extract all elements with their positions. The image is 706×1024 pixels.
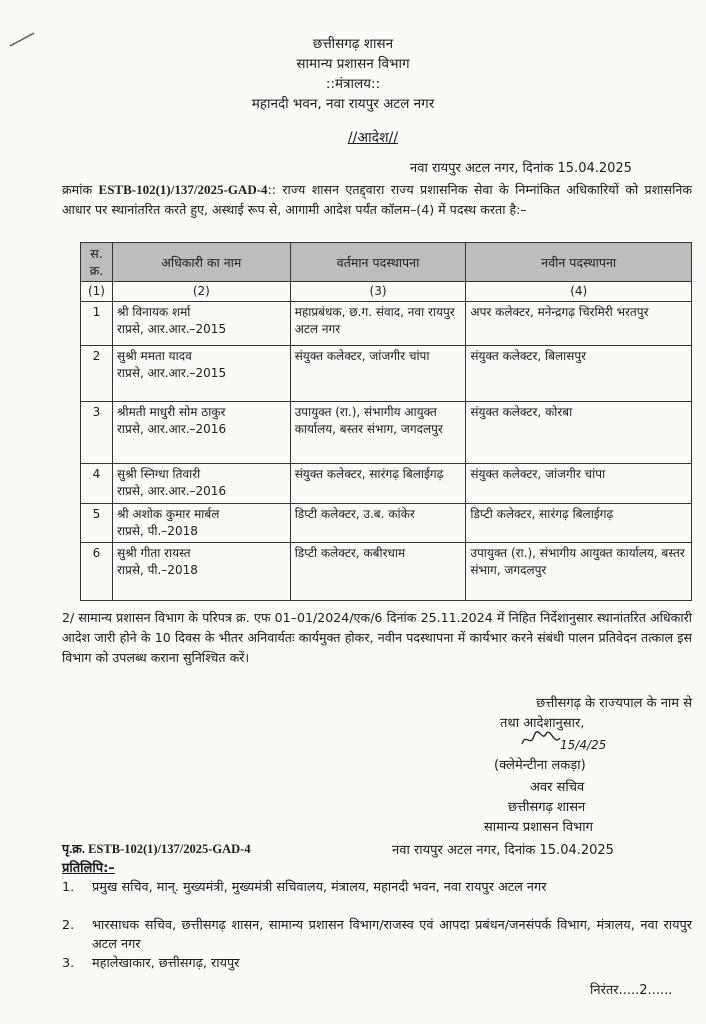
table-row (81, 464, 692, 504)
row-sno: 2 (81, 346, 113, 402)
row-current-posting: संयुक्त कलेक्टर, जांजगीर चांपा (290, 346, 466, 402)
table-row (81, 346, 692, 402)
transfer-table (80, 242, 692, 601)
continued-marker: निरंतर.....2...... (590, 983, 673, 998)
row-officer: श्री अशोक कुमार मार्बल राप्रसे, पी.–2018 (112, 504, 290, 543)
row-officer: सुश्री गीता रायस्त राप्रसे, पी.–2018 (112, 543, 290, 601)
col-header-sno: स. क्र. (81, 243, 113, 282)
row-sno: 3 (81, 402, 113, 464)
row-new-posting: डिप्टी कलेक्टर, सारंगढ़ बिलाईगढ़ (466, 504, 692, 543)
row-officer: सुश्री ममता यादव राप्रसे, आर.आर.–2015 (112, 346, 290, 402)
copy-list-item: 1. प्रमुख सचिव, मान्. मुख्यमंत्री, मुख्यमंत्री सचिवालय, मंत्रालय, महानदी भवन, नवा रायपुर अटल नगर (62, 880, 547, 895)
index-cell: (2) (112, 282, 290, 302)
row-current-posting: संयुक्त कलेक्टर, सारंगढ़ बिलाईगढ़ (290, 464, 466, 504)
header-government: छत्तीसगढ़ शासन (312, 36, 394, 52)
row-current-posting: डिप्टी कलेक्टर, कबीरधाम (290, 543, 466, 601)
signature-date: 15/4/25 (560, 738, 607, 752)
row-sno: 1 (81, 302, 113, 346)
row-sno: 4 (81, 464, 113, 504)
copy-list-item: 2. भारसाधक सचिव, छत्तीसगढ़ शासन, सामान्य प्रशासन विभाग/राजस्व एवं आपदा प्रबंधन/जनसंपर्क विभाग, मंत्रालय, नवा रायपुर अटल नगर (62, 918, 692, 952)
row-new-posting: संयुक्त कलेक्टर, बिलासपुर (466, 346, 692, 402)
endorsement-place-date: नवा रायपुर अटल नगर, दिनांक 15.04.2025 (392, 843, 614, 858)
endorsement-ref: पृ.क्र. ESTB-102(1)/137/2025-GAD-4 (62, 842, 251, 856)
row-sno: 6 (81, 543, 113, 601)
col-header-name: अधिकारी का नाम (112, 243, 290, 282)
row-new-posting: संयुक्त कलेक्टर, कोरबा (466, 402, 692, 464)
order-place-date: नवा रायपुर अटल नगर, दिनांक 15.04.2025 (410, 161, 632, 176)
signature-authority: छत्तीसगढ़ के राज्यपाल के नाम से (536, 696, 692, 711)
compliance-paragraph: 2/ सामान्य प्रशासन विभाग के परिपत्र क्र. एफ 01–01/2024/एक/6 दिनांक 25.11.2024 में निहित निर्देशानुसार स्थानांतरित अधिकारी आदेश जारी होने के 10 दिवस के भीतर अनिवार्यतः कार्यमुक्त होकर, नवीन पदस्थापना में कार्यभार करने संबंधी पालन प्रतिवेदन तत्काल इस विभाग को उपलब्ध कराना सुनिश्चित करें। (62, 610, 692, 665)
order-title: //आदेश// (347, 130, 399, 146)
row-new-posting: अपर कलेक्टर, मनेन्द्रगढ़ चिरमिरी भरतपुर (466, 302, 692, 346)
signatory-name: (क्लेमेन्टीना लकड़ा) (494, 758, 586, 773)
table-row (81, 543, 692, 601)
header-ministry: ::मंत्रालय:: (325, 76, 381, 92)
index-cell: (3) (290, 282, 466, 302)
table-row (81, 402, 692, 464)
table-row (81, 302, 692, 346)
copy-list-item: 3. महालेखाकार, छत्तीसगढ़, रायपुर (62, 956, 240, 971)
table-index-row (81, 282, 692, 302)
row-current-posting: महाप्रबंधक, छ.ग. संवाद, नवा रायपुर अटल नगर (290, 302, 466, 346)
index-cell: (1) (81, 282, 113, 302)
row-officer: श्री विनायक शर्मा राप्रसे, आर.आर.–2015 (112, 302, 290, 346)
signatory-department: सामान्य प्रशासन विभाग (484, 820, 593, 835)
table-row (81, 504, 692, 543)
row-current-posting: उपायुक्त (रा.), संभागीय आयुक्त कार्यालय, बस्तर संभाग, जगदलपुर (290, 402, 466, 464)
signatory-government: छत्तीसगढ़ शासन (508, 800, 586, 815)
row-new-posting: संयुक्त कलेक्टर, जांजगीर चांपा (466, 464, 692, 504)
col-header-current: वर्तमान पदस्थापना (290, 243, 466, 282)
signature-order-line: तथा आदेशानुसार, (500, 716, 585, 731)
index-cell: (4) (466, 282, 692, 302)
row-officer: सुश्री स्निग्धा तिवारी राप्रसे, आर.आर.–2016 (112, 464, 290, 504)
row-officer: श्रीमती माधुरी सोम ठाकुर राप्रसे, आर.आर.–2016 (112, 402, 290, 464)
table-header-row (81, 243, 692, 282)
header-address: महानदी भवन, नवा रायपुर अटल नगर (251, 96, 435, 112)
header-department: सामान्य प्रशासन विभाग (296, 56, 410, 72)
signatory-designation: अवर सचिव (530, 780, 585, 795)
row-new-posting: उपायुक्त (रा.), संभागीय आयुक्त कार्यालय, बस्तर संभाग, जगदलपुर (466, 543, 692, 601)
copy-to-label: प्रतिलिपि:– (62, 861, 115, 876)
col-header-new: नवीन पदस्थापना (466, 243, 692, 282)
order-intro: क्रमांक ESTB-102(1)/137/2025-GAD-4:: राज्य शासन एतद्द्वारा राज्य प्रशासनिक सेवा के निम्नांकित अधिकारियों को प्रशासनिक आधार पर स्थानांतरित करते हुए, अस्थाई रूप से, आगामी आदेश पर्यंत कॉलम–(4) में पदस्थ करता है:– (62, 182, 692, 217)
row-current-posting: डिप्टी कलेक्टर, उ.ब. कांकेर (290, 504, 466, 543)
row-sno: 5 (81, 504, 113, 543)
